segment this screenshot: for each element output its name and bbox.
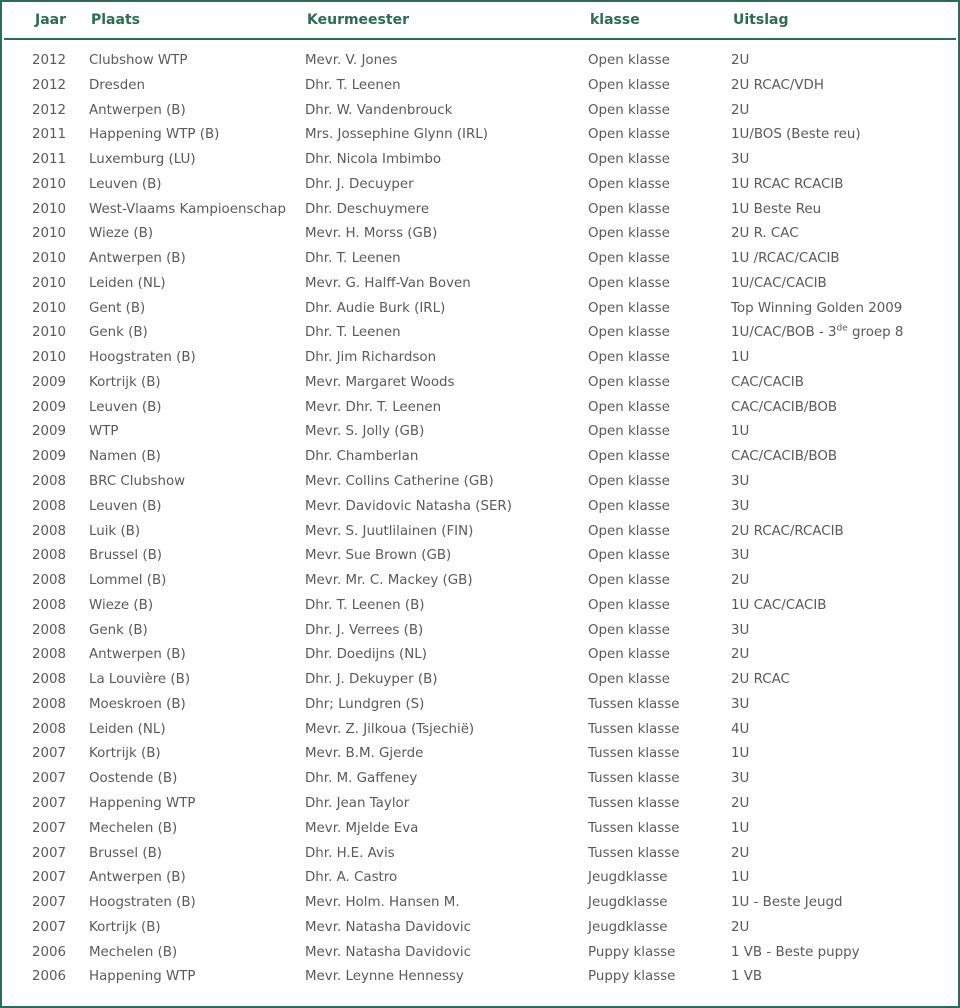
cell-class: Puppy klasse xyxy=(588,969,676,985)
cell-place: Antwerpen (B) xyxy=(89,251,186,267)
cell-year: 2006 xyxy=(32,969,67,985)
cell-result: 3U xyxy=(731,548,750,564)
cell-class: Tussen klasse xyxy=(588,771,680,787)
cell-year: 2009 xyxy=(32,449,67,465)
cell-year: 2008 xyxy=(32,721,67,737)
cell-year: 2008 xyxy=(32,622,67,638)
cell-year: 2011 xyxy=(32,127,67,143)
cell-result: 2U xyxy=(731,102,750,118)
cell-judge: Mevr. Mr. C. Mackey (GB) xyxy=(305,573,473,589)
cell-class: Tussen klasse xyxy=(588,721,680,737)
header-place: Plaats xyxy=(91,12,140,28)
table-row xyxy=(2,521,958,546)
header-class: klasse xyxy=(590,12,640,28)
cell-result: 1U CAC/CACIB xyxy=(731,597,827,613)
cell-place: Brussel (B) xyxy=(89,845,162,861)
cell-judge: Dhr. T. Leenen xyxy=(305,77,401,93)
cell-result-suffix: groep 8 xyxy=(847,325,904,341)
cell-result: 2U xyxy=(731,53,750,68)
cell-judge: Mevr. Natasha Davidovic xyxy=(305,944,471,960)
table-row xyxy=(2,917,958,942)
table-row xyxy=(2,644,958,669)
cell-judge: Mevr. G. Halff-Van Boven xyxy=(305,275,471,291)
table-row xyxy=(2,768,958,793)
cell-class: Open klasse xyxy=(588,474,670,490)
cell-class: Open klasse xyxy=(588,127,670,143)
cell-place: Antwerpen (B) xyxy=(89,102,186,118)
cell-result: 1U RCAC RCACIB xyxy=(731,176,844,192)
cell-judge: Mevr. S. Juutlilainen (FIN) xyxy=(305,523,474,539)
cell-judge: Dhr. Deschuymere xyxy=(305,201,430,217)
cell-judge: Dhr. J. Verrees (B) xyxy=(305,622,424,638)
cell-year: 2012 xyxy=(32,53,67,68)
cell-result: 1U/CAC/CACIB xyxy=(731,275,827,291)
cell-class: Open klasse xyxy=(588,449,670,465)
table-row xyxy=(2,75,958,100)
table-row xyxy=(2,397,958,422)
cell-place: Genk (B) xyxy=(89,622,148,638)
cell-judge: Mevr. Sue Brown (GB) xyxy=(305,548,452,564)
cell-class: Open klasse xyxy=(588,350,670,366)
cell-place: Clubshow WTP xyxy=(89,53,188,68)
cell-judge: Mevr. H. Morss (GB) xyxy=(305,226,438,242)
cell-year: 2007 xyxy=(32,820,67,836)
cell-result: 1U xyxy=(731,424,750,440)
cell-result: 1U xyxy=(731,870,750,886)
cell-judge: Mevr. Leynne Hennessy xyxy=(305,969,464,985)
table-row xyxy=(2,471,958,496)
table-row xyxy=(2,421,958,446)
cell-class: Puppy klasse xyxy=(588,944,676,960)
cell-year: 2008 xyxy=(32,647,67,663)
cell-year: 2007 xyxy=(32,771,67,787)
cell-year: 2010 xyxy=(32,350,67,366)
cell-result: 3U xyxy=(731,152,750,168)
cell-class: Open klasse xyxy=(588,53,670,68)
cell-place: Antwerpen (B) xyxy=(89,870,186,886)
cell-place: Kortrijk (B) xyxy=(89,919,161,935)
cell-result: 3U xyxy=(731,622,750,638)
table-row xyxy=(2,818,958,843)
cell-class: Open klasse xyxy=(588,647,670,663)
cell-place: Namen (B) xyxy=(89,449,161,465)
cell-class: Open klasse xyxy=(588,548,670,564)
table-row xyxy=(2,892,958,917)
cell-year: 2010 xyxy=(32,300,67,316)
cell-year: 2009 xyxy=(32,424,67,440)
cell-place: Leiden (NL) xyxy=(89,721,166,737)
cell-class: Open klasse xyxy=(588,201,670,217)
cell-class: Open klasse xyxy=(588,300,670,316)
cell-result: CAC/CACIB/BOB xyxy=(731,449,838,465)
cell-place: Antwerpen (B) xyxy=(89,647,186,663)
cell-year: 2007 xyxy=(32,895,67,911)
cell-judge: Mevr. Z. Jilkoua (Tsjechië) xyxy=(305,721,475,737)
cell-result: 4U xyxy=(731,721,750,737)
cell-result: 2U xyxy=(731,647,750,663)
cell-class: Open klasse xyxy=(588,325,670,341)
cell-place: Mechelen (B) xyxy=(89,820,178,836)
cell-class: Open klasse xyxy=(588,152,670,168)
cell-year: 2008 xyxy=(32,474,67,490)
table-row xyxy=(2,248,958,273)
table-row xyxy=(2,966,958,991)
cell-result: 1U /RCAC/CACIB xyxy=(731,251,840,267)
cell-result: CAC/CACIB xyxy=(731,374,804,390)
table-row xyxy=(2,100,958,125)
cell-result: 1U/BOS (Beste reu) xyxy=(731,127,861,143)
cell-class: Jeugdklasse xyxy=(588,870,668,886)
cell-class: Open klasse xyxy=(588,374,670,390)
cell-year: 2012 xyxy=(32,102,67,118)
cell-judge: Dhr. M. Gaffeney xyxy=(305,771,418,787)
cell-year: 2007 xyxy=(32,845,67,861)
cell-year: 2010 xyxy=(32,176,67,192)
cell-result: 1 VB - Beste puppy xyxy=(731,944,860,960)
cell-class: Jeugdklasse xyxy=(588,895,668,911)
cell-class: Open klasse xyxy=(588,77,670,93)
cell-class: Open klasse xyxy=(588,523,670,539)
table-body xyxy=(2,50,958,991)
cell-class: Tussen klasse xyxy=(588,746,680,762)
table-row xyxy=(2,570,958,595)
cell-judge: Mevr. Holm. Hansen M. xyxy=(305,895,460,911)
table-row xyxy=(2,496,958,521)
cell-class: Open klasse xyxy=(588,622,670,638)
cell-class: Open klasse xyxy=(588,251,670,267)
cell-judge: Dhr. Nicola Imbimbo xyxy=(305,152,442,168)
cell-year: 2008 xyxy=(32,523,67,539)
cell-result: 1U xyxy=(731,746,750,762)
cell-year: 2011 xyxy=(32,152,67,168)
cell-class: Open klasse xyxy=(588,226,670,242)
cell-result: 2U RCAC/RCACIB xyxy=(731,523,844,539)
table-row xyxy=(2,743,958,768)
cell-result: 2U RCAC/VDH xyxy=(731,77,824,93)
cell-judge: Dhr. A. Castro xyxy=(305,870,398,886)
table-row xyxy=(2,322,958,347)
header-result: Uitslag xyxy=(733,12,789,28)
cell-result: Top Winning Golden 2009 xyxy=(731,300,903,316)
header-judge: Keurmeester xyxy=(307,12,409,28)
cell-class: Tussen klasse xyxy=(588,696,680,712)
cell-class: Open klasse xyxy=(588,399,670,415)
cell-judge: Dhr. Chamberlan xyxy=(305,449,419,465)
cell-place: Leuven (B) xyxy=(89,176,162,192)
cell-judge: Mevr. Natasha Davidovic xyxy=(305,919,471,935)
table-row xyxy=(2,867,958,892)
cell-result: 1 VB xyxy=(731,969,763,985)
cell-place: BRC Clubshow xyxy=(89,474,186,490)
cell-place: Lommel (B) xyxy=(89,573,167,589)
cell-result: 1U xyxy=(731,820,750,836)
cell-judge: Dhr. Doedijns (NL) xyxy=(305,647,427,663)
table-row xyxy=(2,620,958,645)
cell-class: Open klasse xyxy=(588,498,670,514)
table-row xyxy=(2,446,958,471)
cell-place: Happening WTP (B) xyxy=(89,127,220,143)
cell-result: 2U xyxy=(731,795,750,811)
cell-place: Luik (B) xyxy=(89,523,141,539)
table-row xyxy=(2,694,958,719)
table-row xyxy=(2,174,958,199)
cell-judge: Dhr. J. Dekuyper (B) xyxy=(305,672,438,688)
cell-place: Brussel (B) xyxy=(89,548,162,564)
cell-place: Oostende (B) xyxy=(89,771,178,787)
cell-result: 3U xyxy=(731,696,750,712)
cell-place: Moeskroen (B) xyxy=(89,696,186,712)
table-row xyxy=(2,595,958,620)
cell-class: Open klasse xyxy=(588,424,670,440)
cell-place: Dresden xyxy=(89,77,145,93)
cell-year: 2009 xyxy=(32,374,67,390)
cell-result: 2U xyxy=(731,573,750,589)
table-row xyxy=(2,149,958,174)
cell-place: Mechelen (B) xyxy=(89,944,178,960)
table-row xyxy=(2,273,958,298)
cell-year: 2007 xyxy=(32,746,67,762)
cell-place: Leuven (B) xyxy=(89,399,162,415)
cell-judge: Mevr. V. Jones xyxy=(305,53,398,68)
cell-class: Open klasse xyxy=(588,102,670,118)
cell-year: 2010 xyxy=(32,201,67,217)
cell-judge: Dhr; Lundgren (S) xyxy=(305,696,425,712)
table-row xyxy=(2,545,958,570)
cell-year: 2010 xyxy=(32,251,67,267)
cell-judge: Dhr. J. Decuyper xyxy=(305,176,414,192)
cell-judge: Mevr. Davidovic Natasha (SER) xyxy=(305,498,512,514)
cell-class: Open klasse xyxy=(588,597,670,613)
cell-place: Kortrijk (B) xyxy=(89,374,161,390)
cell-result: 2U xyxy=(731,845,750,861)
cell-place: Wieze (B) xyxy=(89,226,154,242)
cell-class: Open klasse xyxy=(588,573,670,589)
cell-place: Leiden (NL) xyxy=(89,275,166,291)
cell-place: West-Vlaams Kampioenschap xyxy=(89,201,287,217)
cell-place: Luxemburg (LU) xyxy=(89,152,196,168)
cell-result: 1U xyxy=(731,350,750,366)
cell-year: 2012 xyxy=(32,77,67,93)
cell-class: Open klasse xyxy=(588,275,670,291)
cell-judge: Dhr. Jim Richardson xyxy=(305,350,437,366)
cell-judge: Mrs. Jossephine Glynn (IRL) xyxy=(305,127,488,143)
table-row xyxy=(2,223,958,248)
cell-class: Tussen klasse xyxy=(588,820,680,836)
cell-year: 2008 xyxy=(32,597,67,613)
cell-judge: Mevr. Margaret Woods xyxy=(305,374,455,390)
cell-place: Happening WTP xyxy=(89,969,196,985)
cell-result: 1U - Beste Jeugd xyxy=(731,895,843,911)
table-row xyxy=(2,669,958,694)
cell-result: 3U xyxy=(731,474,750,490)
cell-place: WTP xyxy=(89,424,119,440)
cell-result: 2U R. CAC xyxy=(731,226,799,242)
cell-result: CAC/CACIB/BOB xyxy=(731,399,838,415)
cell-result: 3U xyxy=(731,498,750,514)
cell-judge: Mevr. Mjelde Eva xyxy=(305,820,419,836)
table-row xyxy=(2,372,958,397)
table-header xyxy=(4,4,956,40)
cell-year: 2008 xyxy=(32,672,67,688)
cell-place: Hoogstraten (B) xyxy=(89,350,196,366)
cell-class: Open klasse xyxy=(588,672,670,688)
cell-judge: Dhr. T. Leenen xyxy=(305,325,401,341)
cell-year: 2009 xyxy=(32,399,67,415)
cell-place: Gent (B) xyxy=(89,300,146,316)
table-row xyxy=(2,50,958,75)
cell-judge: Dhr. T. Leenen (B) xyxy=(305,597,425,613)
table-row xyxy=(2,124,958,149)
cell-judge: Dhr. T. Leenen xyxy=(305,251,401,267)
cell-judge: Dhr. Jean Taylor xyxy=(305,795,410,811)
table-row xyxy=(2,942,958,967)
cell-place: Kortrijk (B) xyxy=(89,746,161,762)
cell-result: 2U RCAC xyxy=(731,672,790,688)
cell-year: 2008 xyxy=(32,573,67,589)
cell-result: 3U xyxy=(731,771,750,787)
cell-year: 2008 xyxy=(32,498,67,514)
cell-year: 2007 xyxy=(32,795,67,811)
cell-class: Tussen klasse xyxy=(588,845,680,861)
cell-place: La Louvière (B) xyxy=(89,672,191,688)
cell-judge: Mevr. B.M. Gjerde xyxy=(305,746,424,762)
table-row xyxy=(2,843,958,868)
table-row xyxy=(2,298,958,323)
cell-place: Happening WTP xyxy=(89,795,196,811)
cell-year: 2007 xyxy=(32,870,67,886)
cell-judge: Dhr. W. Vandenbrouck xyxy=(305,102,453,118)
cell-judge: Dhr. H.E. Avis xyxy=(305,845,395,861)
cell-year: 2010 xyxy=(32,226,67,242)
cell-place: Genk (B) xyxy=(89,325,148,341)
cell-year: 2010 xyxy=(32,275,67,291)
header-year: Jaar xyxy=(35,12,67,28)
cell-result-text: 1U/CAC/BOB - 3 xyxy=(731,325,837,341)
cell-judge: Dhr. Audie Burk (IRL) xyxy=(305,300,446,316)
cell-result xyxy=(731,325,903,340)
cell-result: 1U Beste Reu xyxy=(731,201,822,217)
table-row xyxy=(2,347,958,372)
cell-judge: Mevr. Dhr. T. Leenen xyxy=(305,399,442,415)
cell-year: 2006 xyxy=(32,944,67,960)
cell-class: Tussen klasse xyxy=(588,795,680,811)
cell-result: 2U xyxy=(731,919,750,935)
cell-judge: Mevr. S. Jolly (GB) xyxy=(305,424,425,440)
cell-place: Leuven (B) xyxy=(89,498,162,514)
table-row xyxy=(2,793,958,818)
cell-year: 2007 xyxy=(32,919,67,935)
cell-class: Open klasse xyxy=(588,176,670,192)
cell-year: 2008 xyxy=(32,696,67,712)
cell-year: 2008 xyxy=(32,548,67,564)
table-row xyxy=(2,199,958,224)
cell-result-superscript: de xyxy=(836,323,848,334)
cell-year: 2010 xyxy=(32,325,67,341)
table-row xyxy=(2,719,958,744)
cell-class: Jeugdklasse xyxy=(588,919,668,935)
cell-place: Hoogstraten (B) xyxy=(89,895,196,911)
cell-judge: Mevr. Collins Catherine (GB) xyxy=(305,474,494,490)
cell-place: Wieze (B) xyxy=(89,597,154,613)
